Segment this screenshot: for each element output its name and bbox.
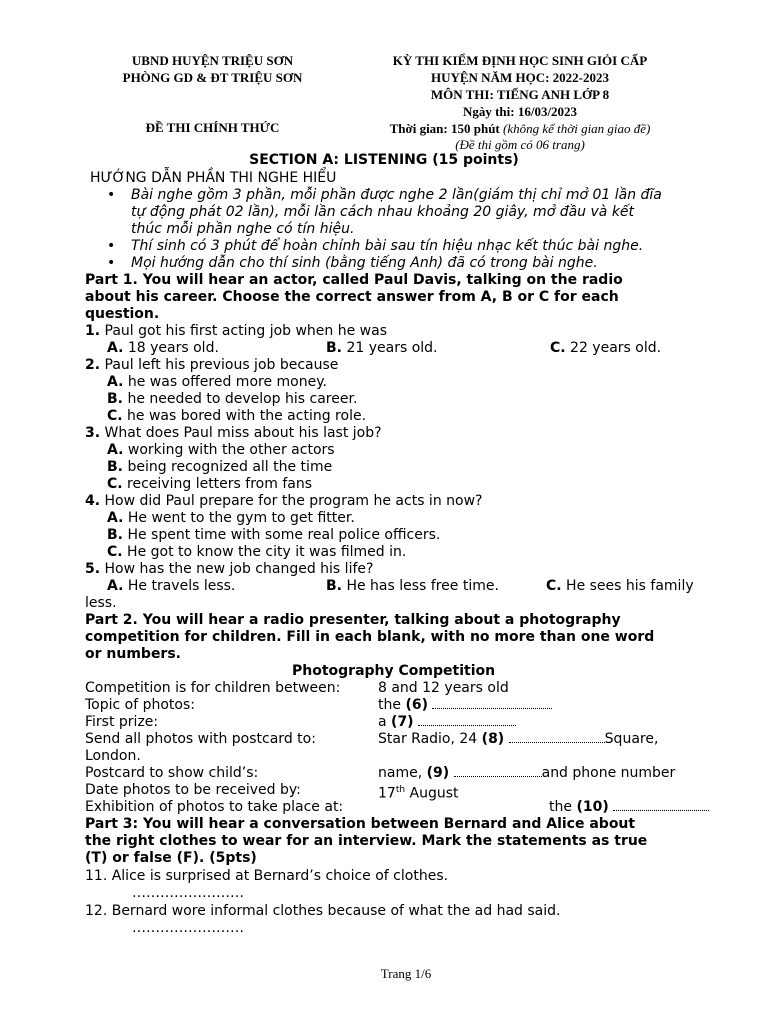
option-a[interactable]: A. working with the other actors bbox=[107, 442, 335, 458]
option-b[interactable]: B. he needed to develop his career. bbox=[107, 391, 358, 407]
instruction-line: Thí sinh có 3 phút để hoàn chỉnh bài sau tín hiệu nhạc kết thúc bài nghe. bbox=[131, 238, 644, 254]
bullet-icon: • bbox=[107, 187, 116, 203]
bullet-icon: • bbox=[107, 238, 116, 254]
instruction-line: thúc mỗi phần nghe có tín hiệu. bbox=[131, 221, 355, 237]
instruction-line: Mọi hướng dẫn cho thí sinh (bằng tiếng Anh) đã có trong bài nghe. bbox=[131, 255, 598, 271]
question-text: What does Paul miss about his last job? bbox=[104, 425, 382, 441]
statement-12: 12. Bernard wore informal clothes because of what the ad had said. bbox=[85, 903, 561, 919]
question-text: How has the new job changed his life? bbox=[104, 561, 374, 577]
question-2 bbox=[85, 357, 338, 374]
option-b[interactable]: B. He spent time with some real police officers. bbox=[107, 527, 441, 543]
part3-heading-line: the right clothes to wear for an interview. Mark the statements as true bbox=[85, 833, 648, 849]
option-a[interactable]: A. he was offered more money. bbox=[107, 374, 327, 390]
page-number: Trang 1/6 bbox=[380, 966, 432, 981]
part2-title: Photography Competition bbox=[292, 663, 496, 679]
option-c[interactable]: C. receiving letters from fans bbox=[107, 476, 312, 492]
question-number: 4. bbox=[85, 493, 101, 509]
question-number: 2. bbox=[85, 357, 101, 373]
option-b[interactable]: B. He has less free time. bbox=[326, 578, 499, 594]
answer-blank[interactable] bbox=[432, 697, 552, 709]
school-district-name: UBND HUYỆN TRIỆU SƠN bbox=[131, 53, 294, 68]
part3-heading-line: (T) or false (F). (5pts) bbox=[85, 850, 257, 866]
answer-blank[interactable] bbox=[613, 799, 709, 811]
part1-heading-line: about his career. Choose the correct answer from A, B or C for each bbox=[85, 289, 619, 305]
form-label: Competition is for children between: bbox=[85, 680, 341, 696]
question-text: Paul left his previous job because bbox=[104, 357, 339, 373]
question-1 bbox=[85, 323, 387, 340]
form-value: 8 and 12 years old bbox=[378, 680, 509, 696]
page-count-note: (Đề thi gồm có 06 trang) bbox=[455, 137, 585, 152]
question-4 bbox=[85, 493, 482, 510]
instruction-bullet bbox=[107, 238, 644, 255]
option-c[interactable]: C. he was bored with the acting role. bbox=[107, 408, 367, 424]
question-text: How did Paul prepare for the program he acts in now? bbox=[104, 493, 483, 509]
option-c-wrap: less. bbox=[85, 595, 117, 611]
part3-heading-line: Part 3: You will hear a conversation between Bernard and Alice about bbox=[85, 816, 636, 832]
part1-heading-line: Part 1. You will hear an actor, called Paul Davis, talking on the radio bbox=[85, 272, 623, 288]
question-3 bbox=[85, 425, 382, 442]
question-number: 1. bbox=[85, 323, 101, 339]
bullet-icon: • bbox=[107, 255, 116, 271]
blank-8: Star Radio, 24 (8) Square, bbox=[378, 731, 659, 747]
time-note: (không kể thời gian giao đề) bbox=[503, 121, 651, 136]
part1-heading-line: question. bbox=[85, 306, 160, 322]
exam-date: Ngày thi: 16/03/2023 bbox=[462, 104, 578, 119]
blank-10: the (10) bbox=[549, 799, 709, 816]
question-number: 3. bbox=[85, 425, 101, 441]
option-a[interactable]: A. He travels less. bbox=[107, 578, 236, 594]
part2-heading-line: or numbers. bbox=[85, 646, 181, 662]
instructions-heading: HƯỚNG DẪN PHẦN THI NGHE HIỂU bbox=[90, 170, 337, 186]
form-label: Topic of photos: bbox=[85, 697, 195, 713]
school-year: HUYỆN NĂM HỌC: 2022-2023 bbox=[430, 70, 609, 85]
answer-blank[interactable] bbox=[509, 731, 605, 743]
question-5 bbox=[85, 561, 373, 578]
answer-field-12[interactable]: …………………… bbox=[132, 920, 244, 936]
option-c[interactable]: C. He got to know the city it was filmed in. bbox=[107, 544, 407, 560]
question-text: Paul got his first acting job when he was bbox=[104, 323, 388, 339]
form-label: Date photos to be received by: bbox=[85, 782, 301, 798]
part2-heading-line: Part 2. You will hear a radio presenter, talking about a photography bbox=[85, 612, 621, 628]
time-label: Thời gian: 150 phút bbox=[389, 121, 500, 136]
form-label: First prize: bbox=[85, 714, 159, 730]
statement-11: 11. Alice is surprised at Bernard’s choice of clothes. bbox=[85, 868, 449, 884]
instruction-bullet bbox=[107, 187, 662, 238]
section-title: SECTION A: LISTENING (15 points) bbox=[249, 152, 519, 168]
instruction-line: tự động phát 02 lần), mỗi lần cách nhau khoảng 20 giây, mở đầu và kết bbox=[131, 204, 635, 220]
blank-9: name, (9) and phone number bbox=[378, 765, 676, 781]
answer-blank[interactable] bbox=[418, 714, 516, 726]
subject: MÔN THI: TIẾNG ANH LỚP 8 bbox=[430, 87, 610, 102]
form-label: Postcard to show child’s: bbox=[85, 765, 259, 781]
answer-field-11[interactable]: …………………… bbox=[132, 885, 244, 901]
education-office-name: PHÒNG GD & ĐT TRIỆU SƠN bbox=[122, 70, 303, 85]
option-a[interactable]: A. 18 years old. bbox=[107, 340, 219, 356]
instruction-line: Bài nghe gồm 3 phần, mỗi phần được nghe 2 lần(giám thị chỉ mở 01 lần đĩa bbox=[131, 187, 662, 203]
form-label: Exhibition of photos to take place at: bbox=[85, 799, 344, 815]
instruction-bullet bbox=[107, 255, 598, 272]
option-c[interactable]: C. 22 years old. bbox=[550, 340, 662, 356]
option-b[interactable]: B. being recognized all the time bbox=[107, 459, 333, 475]
blank-7: a (7) bbox=[378, 714, 516, 731]
exam-title: KỲ THI KIỂM ĐỊNH HỌC SINH GIỎI CẤP bbox=[392, 53, 648, 68]
official-exam-label: ĐỀ THI CHÍNH THỨC bbox=[145, 120, 280, 135]
exam-duration bbox=[345, 121, 695, 137]
blank-6: the (6) bbox=[378, 697, 552, 714]
option-a[interactable]: A. He went to the gym to get fitter. bbox=[107, 510, 355, 526]
question-number: 5. bbox=[85, 561, 101, 577]
option-c[interactable]: C. He sees his family bbox=[546, 578, 694, 594]
option-b[interactable]: B. 21 years old. bbox=[326, 340, 438, 356]
part2-heading-line: competition for children. Fill in each blank, with no more than one word bbox=[85, 629, 655, 645]
form-label: Send all photos with postcard to: bbox=[85, 731, 316, 747]
form-value: 17th August bbox=[378, 785, 459, 802]
answer-blank[interactable] bbox=[454, 765, 542, 777]
form-wrap: London. bbox=[85, 748, 141, 764]
